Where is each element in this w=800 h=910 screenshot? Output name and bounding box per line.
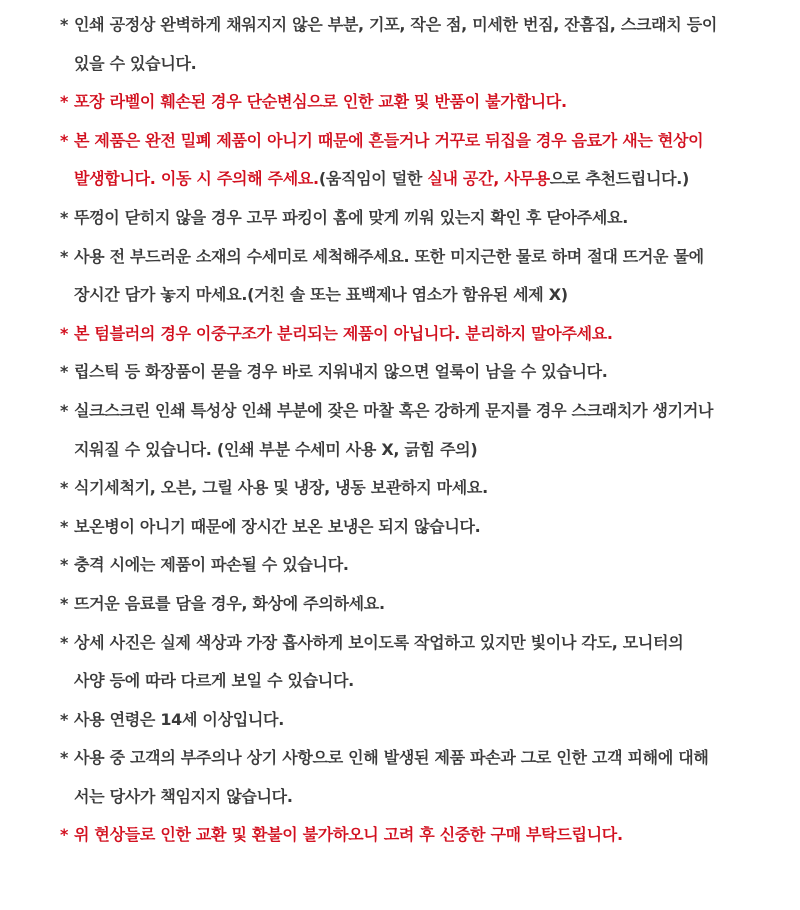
- notice-item: [0, 701, 800, 740]
- notice-line: 서는 당사가 책임지지 않습니다.: [74, 786, 293, 806]
- notice-item: [0, 353, 800, 392]
- notice-line: 식기세척기, 오븐, 그릴 사용 및 냉장, 냉동 보관하지 마세요.: [74, 478, 488, 498]
- bullet-icon: *: [60, 516, 69, 536]
- bullet-icon: *: [60, 400, 69, 420]
- notice-segment: (움직임이 덜한: [318, 169, 428, 189]
- bullet-icon: *: [60, 478, 69, 498]
- notice-item: [0, 546, 800, 585]
- bullet-icon: *: [60, 92, 69, 112]
- bullet-icon: *: [60, 323, 69, 343]
- bullet-icon: *: [60, 825, 69, 845]
- bullet-icon: *: [60, 246, 69, 266]
- notice-item-warning: [0, 122, 800, 199]
- notice-line: 본 텀블러의 경우 이중구조가 분리되는 제품이 아닙니다. 분리하지 말아주세요.: [74, 323, 613, 343]
- notice-line: 있을 수 있습니다.: [74, 53, 197, 73]
- notice-line: 지워질 수 있습니다. (인쇄 부분 수세미 사용 X, 긁힘 주의): [74, 439, 478, 459]
- notice-item-warning: [0, 816, 800, 855]
- notice-line: 립스틱 등 화장품이 묻을 경우 바로 지워내지 않으면 얼룩이 남을 수 있습니다.: [74, 362, 608, 382]
- bullet-icon: *: [60, 555, 69, 575]
- bullet-icon: *: [60, 632, 69, 652]
- notice-line: 실크스크린 인쇄 특성상 인쇄 부분에 잦은 마찰 혹은 강하게 문지를 경우 스크래치가 생기거나: [74, 400, 714, 420]
- notice-item: [0, 624, 800, 701]
- notice-item: [0, 199, 800, 238]
- notice-line: 뚜껑이 닫히지 않을 경우 고무 파킹이 홈에 맞게 끼워 있는지 확인 후 닫아주세요.: [74, 207, 629, 227]
- bullet-icon: *: [60, 709, 69, 729]
- bullet-icon: *: [60, 362, 69, 382]
- notice-item: [0, 739, 800, 816]
- notice-segment: 발생합니다. 이동 시 주의해 주세요.: [74, 169, 319, 189]
- bullet-icon: *: [60, 748, 69, 768]
- notice-item: [0, 392, 800, 469]
- notice-line: 상세 사진은 실제 색상과 가장 흡사하게 보이도록 작업하고 있지만 빛이나 각도, 모니터의: [74, 632, 684, 652]
- notice-item: [0, 238, 800, 315]
- notice-line: 사용 전 부드러운 소재의 수세미로 세척해주세요. 또한 미지근한 물로 하며 절대 뜨거운 물에: [74, 246, 704, 266]
- bullet-icon: *: [60, 130, 69, 150]
- notice-item: [0, 469, 800, 508]
- notice-segment: 으로 추천드립니다.): [549, 169, 690, 189]
- notice-line: 장시간 담가 놓지 마세요.(거친 솔 또는 표백제나 염소가 함유된 세제 X): [74, 285, 568, 305]
- bullet-icon: *: [60, 593, 69, 613]
- notice-line: 사용 연령은 14세 이상입니다.: [74, 709, 284, 729]
- bullet-icon: *: [60, 207, 69, 227]
- notice-line: 뜨거운 음료를 담을 경우, 화상에 주의하세요.: [74, 593, 385, 613]
- notice-item: [0, 508, 800, 547]
- notice-line: 인쇄 공정상 완벽하게 채워지지 않은 부분, 기포, 작은 점, 미세한 번짐, 잔흠집, 스크래치 등이: [74, 15, 718, 34]
- notice-item-warning: [0, 83, 800, 122]
- notice-line: 사용 중 고객의 부주의나 상기 사항으로 인해 발생된 제품 파손과 그로 인한 고객 피해에 대해: [74, 748, 709, 768]
- bullet-icon: *: [60, 15, 69, 34]
- notice-line: 위 현상들로 인한 교환 및 환불이 불가하오니 고려 후 신중한 구매 부탁드립니다.: [74, 825, 623, 845]
- notice-line: 사양 등에 따라 다르게 보일 수 있습니다.: [74, 671, 354, 691]
- notice-line: 포장 라벨이 훼손된 경우 단순변심으로 인한 교환 및 반품이 불가합니다.: [74, 92, 567, 112]
- notice-line: 본 제품은 완전 밀폐 제품이 아니기 때문에 흔들거나 거꾸로 뒤집을 경우 음료가 새는 현상이: [74, 130, 704, 150]
- notice-item-warning: [0, 315, 800, 354]
- notice-segment: 실내 공간, 사무용: [427, 169, 550, 189]
- notice-item: [0, 585, 800, 624]
- notice-item: [0, 6, 800, 83]
- notice-line: 충격 시에는 제품이 파손될 수 있습니다.: [74, 555, 349, 575]
- notice-line: 보온병이 아니기 때문에 장시간 보온 보냉은 되지 않습니다.: [74, 516, 481, 536]
